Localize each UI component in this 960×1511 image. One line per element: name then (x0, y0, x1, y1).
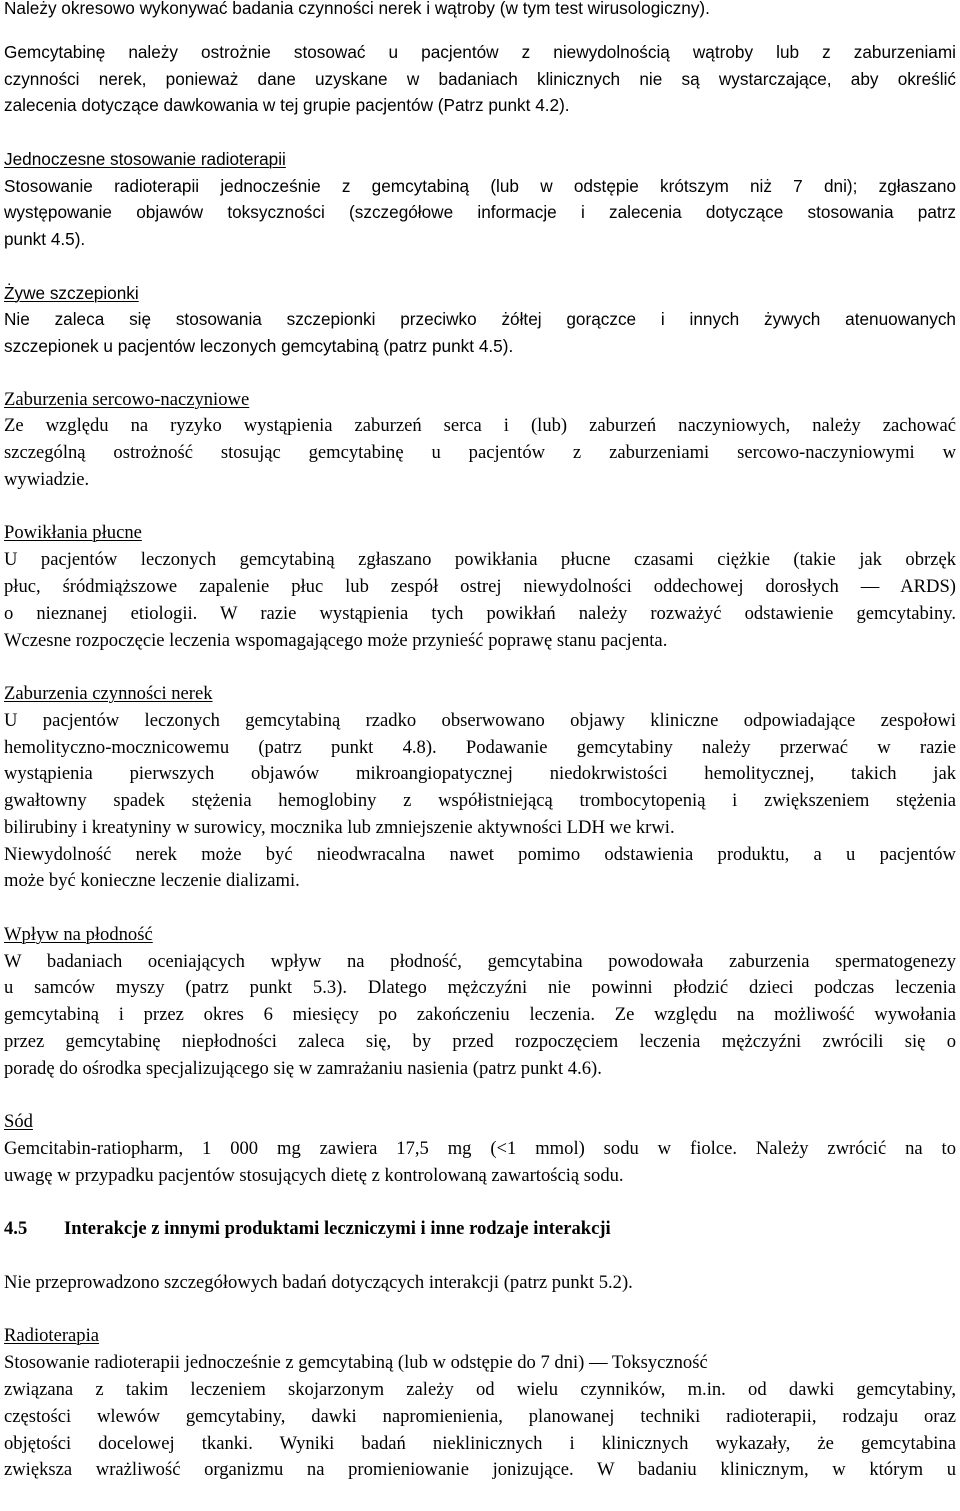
subheading-radiotherapy: Radioterapia (4, 1325, 99, 1347)
text-line: zwiększa wrażliwość organizmu na promieniowanie jonizujące. W badaniu klinicznym, w którym u (4, 1459, 956, 1481)
text-line: występowanie objawów toksyczności (szczegółowe informacje i zalecenia dotyczące stosowania patrz (4, 202, 956, 223)
text-line: szczepionek u pacjentów leczonych gemcytabiną (patrz punkt 4.5). (4, 336, 514, 357)
text-line: objętości docelowej tkanki. Wyniki badań nieklinicznych i klinicznych wykazały, że gemcytabina (4, 1432, 956, 1454)
text-line: zalecenia dotyczące dawkowania w tej grupie pacjentów (Patrz punkt 4.2). (4, 95, 570, 116)
text-line: punkt 4.5). (4, 229, 86, 250)
text-line: o nieznanej etiologii. W razie wystąpienia tych powikłań należy rozważyć odstawienie gemcytabiny. (4, 602, 956, 624)
text-line: Nie przeprowadzono szczegółowych badań dotyczących interakcji (patrz punkt 5.2). (4, 1272, 633, 1294)
paragraph-live-vaccines (4, 280, 956, 360)
text-line: uwagę w przypadku pacjentów stosujących dietę z kontrolowaną zawartością sodu. (4, 1164, 624, 1186)
text-line: szczególną ostrożność stosując gemcytabinę u pacjentów z zaburzeniami sercowo-naczyniowymi w (4, 442, 956, 464)
text-line: wywiadzie. (4, 468, 90, 490)
text-line: W badaniach oceniających wpływ na płodność, gemcytabina powodowała zaburzenia spermatogenezy (4, 950, 956, 972)
text-line: czynności nerek, ponieważ dane uzyskane w badaniach klinicznych nie są wystarczające, aby określić (4, 68, 956, 89)
text-line: bilirubiny i kreatyniny w surowicy, mocznika lub zmniejszenie aktywności LDH we krwi. (4, 816, 675, 838)
subheading-renal: Zaburzenia czynności nerek (4, 682, 213, 704)
text-line: u samców myszy (patrz punkt 5.3). Dlatego mężczyźni nie powinni płodzić dzieci podczas leczenia (4, 977, 956, 999)
paragraph-cardiovascular (4, 387, 956, 494)
text-line: przez gemcytabinę niepłodności zaleca się, by przed rozpoczęciem leczenia mężczyźni zwrócili się o (4, 1031, 956, 1053)
text-line: Stosowanie radioterapii jednocześnie z gemcytabiną (lub w odstępie do 7 dni) — Toksyczność (4, 1352, 708, 1374)
section-heading-4-5 (4, 1216, 956, 1243)
section-number: 4.5 (4, 1218, 28, 1240)
text-line: gwałtowny spadek stężenia hemoglobiny z współistniejącą trombocytopenią i zwiększeniem stężenia (4, 790, 956, 812)
document-page (4, 0, 956, 1511)
paragraph-renal (4, 681, 956, 895)
subheading-radiotherapy-concurrent: Jednoczesne stosowanie radioterapii (4, 148, 286, 169)
subheading-live-vaccines: Żywe szczepionki (4, 282, 139, 303)
paragraph-fertility (4, 922, 956, 1083)
text-line: Nie zaleca się stosowania szczepionki przeciwko żółtej gorączce i innych żywych atenuowanych (4, 309, 956, 330)
subheading-sodium: Sód (4, 1111, 33, 1133)
text-line: hemolityczno-mocznicowemu (patrz punkt 4.8). Podawanie gemcytabiny należy przerwać w razie (4, 736, 956, 758)
text-line: związana z takim leczeniem skojarzonym zależy od wielu czynników, m.in. od dawki gemcytabiny, (4, 1379, 956, 1401)
paragraph-monitoring (4, 0, 956, 22)
paragraph-radiotherapy (4, 1323, 956, 1484)
text-line: Niewydolność nerek może być nieodwracalna nawet pomimo odstawienia produktu, a u pacjentów (4, 843, 956, 865)
text-line: Wczesne rozpoczęcie leczenia wspomagającego może przynieść poprawę stanu pacjenta. (4, 629, 668, 651)
paragraph-radiotherapy-concurrent (4, 146, 956, 253)
text-line: U pacjentów leczonych gemcytabiną zgłaszano powikłania płucne czasami ciężkie (takie jak obrzęk (4, 549, 956, 571)
paragraph-pulmonary (4, 520, 956, 654)
paragraph-no-interaction-studies (4, 1270, 956, 1297)
subheading-fertility: Wpływ na płodność (4, 923, 153, 945)
text-line: częstości wlewów gemcytabiny, dawki napromienienia, planowanej techniki radioterapii, rodzaju oraz (4, 1405, 956, 1427)
subheading-pulmonary: Powikłania płucne (4, 522, 142, 544)
text-line: wystąpienia pierwszych objawów mikroangiopatycznej niedokrwistości hemolitycznej, takich jak (4, 763, 956, 785)
text-line: Stosowanie radioterapii jednocześnie z gemcytabiną (lub w odstępie krótszym niż 7 dni); zgłaszano (4, 175, 956, 196)
text-line: Gemcytabinę należy ostrożnie stosować u pacjentów z niewydolnością wątroby lub z zaburzeniami (4, 41, 956, 62)
paragraph-sodium (4, 1109, 956, 1189)
text-line: płuc, śródmiąższowe zapalenie płuc lub zespół ostrej niewydolności oddechowej dorosłych — ARDS) (4, 575, 956, 597)
text-line: Ze względu na ryzyko wystąpienia zaburzeń serca i (lub) zaburzeń naczyniowych, należy zachować (4, 415, 956, 437)
text-line: może być konieczne leczenie dializami. (4, 870, 300, 892)
text-line: gemcytabiną i przez okres 6 miesięcy po zakończeniu leczenia. Ze względu na możliwość wywołania (4, 1004, 956, 1026)
section-title: Interakcje z innymi produktami leczniczymi i inne rodzaje interakcji (64, 1218, 611, 1240)
text-line: poradę do ośrodka specjalizującego się w zamrażaniu nasienia (patrz punkt 4.6). (4, 1057, 602, 1079)
subheading-cardiovascular: Zaburzenia sercowo-naczyniowe (4, 388, 250, 410)
text-line: Gemcitabin-ratiopharm, 1 000 mg zawiera 17,5 mg (<1 mmol) sodu w fiolce. Należy zwrócić na to (4, 1138, 956, 1160)
paragraph-hepatic-renal (4, 39, 956, 119)
text-line: U pacjentów leczonych gemcytabiną rzadko obserwowano objawy kliniczne odpowiadające zespołowi (4, 709, 956, 731)
text-line: Należy okresowo wykonywać badania czynności nerek i wątroby (w tym test wirusologiczny). (4, 0, 710, 18)
